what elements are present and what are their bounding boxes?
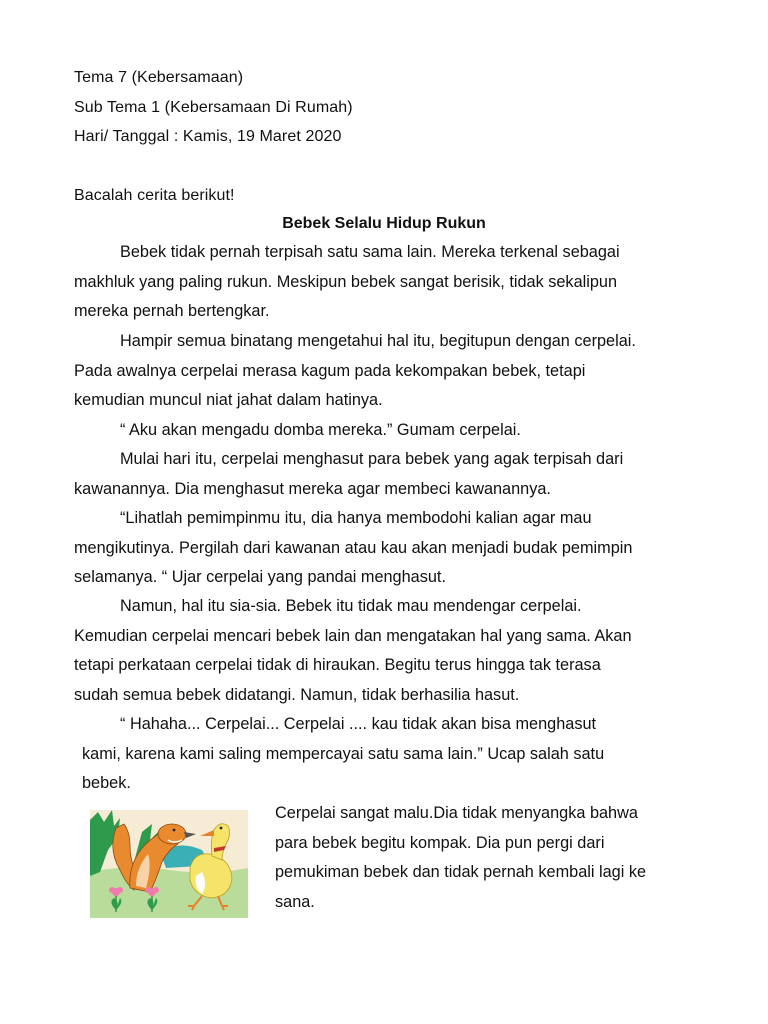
paragraph-line: Cerpelai sangat malu.Dia tidak menyangka bahwa	[275, 804, 638, 822]
sub-tema-heading: Sub Tema 1 (Kebersamaan Di Rumah)	[74, 99, 353, 116]
paragraph-line: selamanya. “ Ujar cerpelai yang pandai menghasut.	[74, 568, 446, 586]
paragraph-line: kami, karena kami saling mempercayai satu sama lain.” Ucap salah satu	[82, 744, 605, 763]
paragraph-line: pemukiman bebek dan tidak pernah kembali lagi ke	[275, 863, 647, 881]
paragraph-line: Bebek tidak pernah terpisah satu sama lain. Mereka terkenal sebagai	[120, 243, 620, 261]
story-paragraph-1	[74, 238, 692, 327]
paragraph-line: bebek.	[82, 774, 131, 792]
paragraph-line: Mulai hari itu, cerpelai menghasut para bebek yang agak terpisah dari	[120, 450, 624, 468]
story-title: Bebek Selalu Hidup Rukun	[282, 215, 486, 232]
story-paragraph-5	[74, 504, 692, 593]
paragraph-line: Pada awalnya cerpelai merasa kagum pada kekompakan bebek, tetapi	[74, 361, 586, 380]
story-illustration	[90, 810, 248, 918]
story-paragraph-6	[74, 592, 692, 710]
paragraph-line: Kemudian cerpelai mencari bebek lain dan mengatakan hal yang sama. Akan	[74, 626, 632, 645]
paragraph-line: para bebek begitu kompak. Dia pun pergi dari	[275, 833, 605, 852]
story-paragraph-4	[74, 445, 692, 504]
paragraph-line: “ Aku akan mengadu domba mereka.” Gumam cerpelai.	[120, 421, 521, 439]
story-paragraph-2	[74, 327, 692, 416]
paragraph-line: makhluk yang paling rukun. Meskipun bebek sangat berisik, tidak sekalipun	[74, 272, 618, 291]
paragraph-line: sudah semua bebek didatangi. Namun, tidak berhasilia hasut.	[74, 685, 520, 704]
paragraph-line: “ Hahaha... Cerpelai... Cerpelai .... kau tidak akan bisa menghasut	[120, 715, 597, 733]
paragraph-line: Hampir semua binatang mengetahui hal itu, begitupun dengan cerpelai.	[120, 332, 636, 350]
story-closing-paragraph	[275, 799, 705, 917]
story-paragraph-3	[74, 416, 692, 446]
instruction-text: Bacalah cerita berikut!	[74, 187, 235, 204]
weasel-and-duck-image	[90, 810, 248, 918]
story-paragraph-7	[82, 710, 700, 799]
paragraph-line: kawanannya. Dia menghasut mereka agar membeci kawanannya.	[74, 479, 551, 498]
paragraph-line: mengikutinya. Pergilah dari kawanan atau kau akan menjadi budak pemimpin	[74, 538, 633, 557]
paragraph-line: tetapi perkataan cerpelai tidak di hiraukan. Begitu terus hingga tak terasa	[74, 656, 601, 674]
paragraph-line: Namun, hal itu sia-sia. Bebek itu tidak mau mendengar cerpelai.	[120, 597, 582, 615]
tema-heading: Tema 7 (Kebersamaan)	[74, 69, 244, 86]
date-line: Hari/ Tanggal : Kamis, 19 Maret 2020	[74, 128, 342, 145]
paragraph-line: kemudian muncul niat jahat dalam hatinya.	[74, 391, 383, 409]
paragraph-line: mereka pernah bertengkar.	[74, 302, 270, 320]
paragraph-line: “Lihatlah pemimpinmu itu, dia hanya membodohi kalian agar mau	[120, 509, 592, 527]
paragraph-line: sana.	[275, 892, 315, 911]
